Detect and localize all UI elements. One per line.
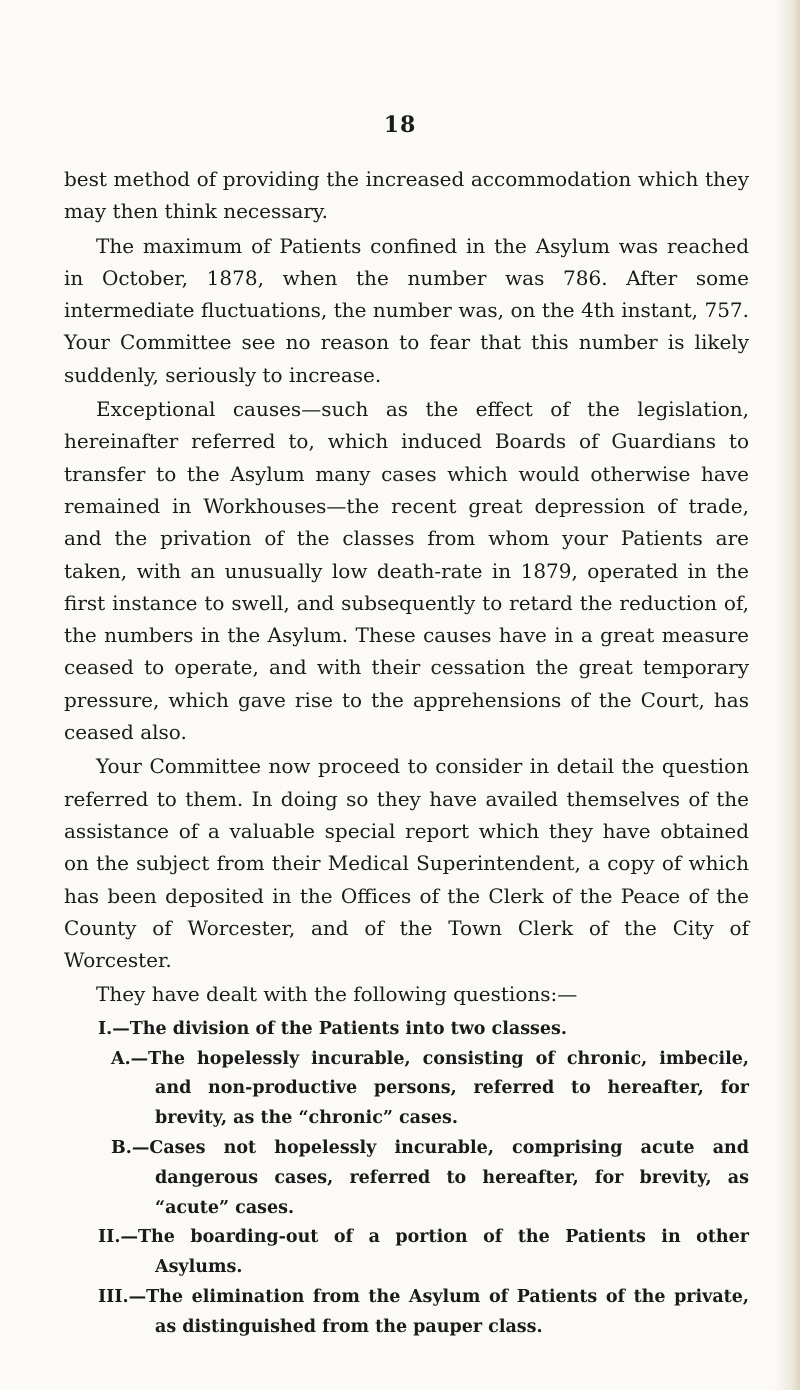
paragraph-questions-intro: They have dealt with the following questions:— — [96, 982, 578, 1007]
question-label: I. — [98, 1018, 113, 1039]
document-body — [64, 163, 749, 1342]
question-text: —The hopelessly incurable, consisting of chronic, imbecile, and non-productive persons, referred to hereafter, for brevity, as the “chronic” cases. — [130, 1048, 749, 1129]
question-label: II. — [98, 1227, 121, 1248]
question-text: —The boarding-out of a portion of the Patients in other Asylums. — [120, 1227, 749, 1278]
paragraph-committee-proceed: Your Committee now proceed to consider in detail the question referred to them. In doing so they have availed themselves of the assistance of a valuable special report which they have obtained on the subject from their Medical Superintendent, a copy of which has been deposited in the Offices of the Clerk of the Peace of the County of Worcester, and of the Town Clerk of the City of Worcester. — [64, 754, 749, 973]
question-subitem — [64, 1045, 749, 1134]
paragraph-exceptional-causes: Exceptional causes—such as the effect of the legislation, hereinafter referred to, which induced Boards of Guardians to transfer to the Asylum many cases which would otherwise have remained in Workhouses—the recent great depression of trade, and the privation of the classes from whom your Patients are taken, with an unusually low death-rate in 1879, operated in the first instance to swell, and subsequently to retard the reduction of, the numbers in the Asylum. These causes have in a great measure ceased to operate, and with their cessation the great temporary pressure, which gave rise to the apprehensions of the Court, has ceased also. — [64, 397, 749, 745]
question-label: III. — [98, 1286, 129, 1307]
paragraph-continuation: best method of providing the increased accommodation which they may then think necessary. — [64, 167, 749, 224]
question-item — [64, 1015, 749, 1045]
question-text: —Cases not hopelessly incurable, comprising acute and dangerous cases, referred to hereafter, for brevity, as “acute” cases. — [131, 1137, 749, 1218]
question-subitem — [64, 1134, 749, 1223]
question-label: A. — [111, 1048, 131, 1069]
question-item — [64, 1283, 749, 1343]
page-edge-shadow — [774, 0, 800, 1390]
page-number: 18 — [383, 112, 417, 138]
paragraph-maximum-patients: The maximum of Patients confined in the Asylum was reached in October, 1878, when the number was 786. After some intermediate fluctuations, the number was, on the 4th instant, 757. Your Committee see no reason to fear that this number is likely suddenly, seriously to increase. — [64, 233, 749, 387]
question-label: B. — [111, 1137, 132, 1158]
question-item — [64, 1223, 749, 1283]
question-text: —The division of the Patients into two classes. — [112, 1018, 567, 1039]
questions-list — [64, 1015, 749, 1343]
question-text: —The elimination from the Asylum of Patients of the private, as distinguished from the pauper class. — [128, 1286, 749, 1337]
